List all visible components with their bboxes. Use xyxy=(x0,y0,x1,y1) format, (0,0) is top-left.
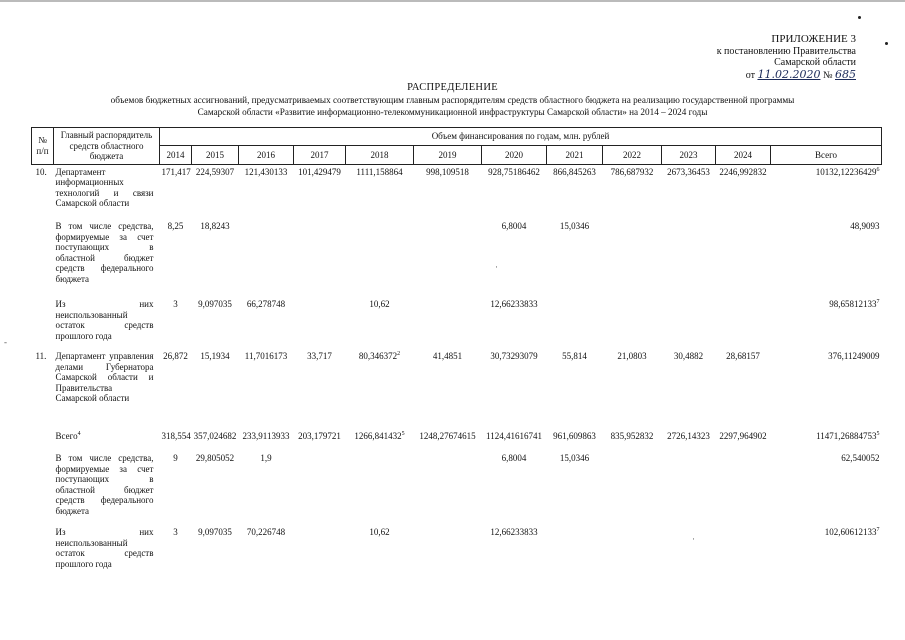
subtitle-line: Самарской области «Развитие информационно-телекоммуникационной инфраструктуры Самарской области» на 2014 – 2024 годы xyxy=(197,106,708,117)
table-row xyxy=(32,297,882,349)
header-year: 2015 xyxy=(192,146,239,164)
scan-dot xyxy=(858,16,861,19)
appendix-header xyxy=(717,34,856,81)
header-funding: Объем финансирования по годам, млн. рублей xyxy=(160,128,882,146)
cell-value: 318,554 xyxy=(161,431,191,441)
from-label: от xyxy=(745,69,755,81)
handwritten-number: 685 xyxy=(835,67,856,81)
value-cell xyxy=(239,219,294,297)
value-cell xyxy=(547,219,603,297)
cell-value: 3 xyxy=(173,299,178,309)
value-cell xyxy=(239,525,294,585)
cell-value: 1266,841432 xyxy=(354,431,402,441)
cell-value: 1248,27674615 xyxy=(419,431,476,441)
cell-value: 224,59307 xyxy=(195,166,235,177)
cell-value: 11471,26884753 xyxy=(816,431,877,441)
value-cell xyxy=(239,164,294,219)
header-total: Всего xyxy=(771,146,882,164)
table-row xyxy=(32,525,882,585)
header-name: Главный распорядитель средств областного бюджета xyxy=(54,128,160,165)
total-cell xyxy=(771,525,882,585)
table-year-row xyxy=(32,146,882,164)
total-cell xyxy=(771,219,882,297)
cell-value: 101,429479 xyxy=(298,166,341,177)
value-cell xyxy=(547,451,603,525)
value-cell xyxy=(160,349,192,429)
value-cell xyxy=(160,164,192,219)
cell-value: 121,430133 xyxy=(244,166,288,177)
top-scan-line xyxy=(0,0,905,2)
cell-value: 171,417 xyxy=(161,166,191,177)
value-cell xyxy=(716,451,771,525)
cell-value: 357,024682 xyxy=(193,431,237,441)
value-cell xyxy=(603,164,662,219)
header-year: 2023 xyxy=(662,146,716,164)
table-row xyxy=(32,429,882,451)
cell-value: 98,65812133 xyxy=(829,299,877,309)
value-cell xyxy=(482,525,547,585)
value-cell xyxy=(346,429,414,451)
cell-value: 29,805052 xyxy=(195,453,235,463)
value-cell xyxy=(160,297,192,349)
cell-value: 928,75186462 xyxy=(488,166,540,177)
handwritten-date: 11.02.2020 xyxy=(757,67,821,81)
cell-value: 15,0346 xyxy=(559,221,590,231)
number-label: № xyxy=(822,69,833,81)
value-cell xyxy=(294,297,346,349)
value-cell xyxy=(192,451,239,525)
value-cell xyxy=(414,429,482,451)
value-cell xyxy=(192,164,239,219)
header-year: 2019 xyxy=(414,146,482,164)
value-cell xyxy=(716,429,771,451)
scan-dot xyxy=(885,42,888,45)
footnote-mark: 5 xyxy=(876,431,880,437)
footnote-mark: 2 xyxy=(397,351,401,357)
value-cell xyxy=(662,525,716,585)
cell-value: 9,097035 xyxy=(198,527,232,537)
cell-value: 102,60612133 xyxy=(824,527,877,537)
value-cell xyxy=(346,349,414,429)
cell-value: 80,346372 xyxy=(358,351,398,361)
header-year: 2017 xyxy=(294,146,346,164)
cell-value: 3 xyxy=(173,527,178,537)
value-cell xyxy=(716,219,771,297)
total-cell xyxy=(771,429,882,451)
value-cell xyxy=(239,349,294,429)
footnote-mark: 7 xyxy=(876,527,880,533)
cell-value: 6,8004 xyxy=(501,221,527,231)
cell-value: 866,845263 xyxy=(553,166,596,177)
value-cell xyxy=(716,349,771,429)
value-cell xyxy=(346,525,414,585)
value-cell xyxy=(716,164,771,219)
table-row xyxy=(32,349,882,429)
document-title: РАСПРЕДЕЛЕНИЕ xyxy=(407,82,498,93)
footnote-mark: 5 xyxy=(401,431,405,437)
value-cell xyxy=(414,525,482,585)
value-cell xyxy=(294,451,346,525)
cell-value: 18,8243 xyxy=(200,221,230,231)
scan-speck: · xyxy=(692,534,695,544)
cell-value: 203,179721 xyxy=(298,431,341,441)
value-cell xyxy=(716,297,771,349)
cell-value: 10132,12236429 xyxy=(815,166,877,177)
value-cell xyxy=(482,429,547,451)
table-row xyxy=(32,219,882,297)
value-cell xyxy=(294,219,346,297)
order-date-number xyxy=(746,69,856,82)
value-cell xyxy=(294,525,346,585)
cell-value: 1124,41616741 xyxy=(486,431,542,441)
appendix-line: к постановлению Правительства xyxy=(716,45,856,57)
value-cell xyxy=(603,525,662,585)
footnote-mark: 6 xyxy=(876,166,880,173)
appendix-title: ПРИЛОЖЕНИЕ 3 xyxy=(771,33,856,45)
row-name-text: Всего xyxy=(55,431,78,441)
cell-value: 10,62 xyxy=(369,299,390,309)
value-cell xyxy=(662,164,716,219)
value-cell xyxy=(192,219,239,297)
value-cell xyxy=(603,297,662,349)
row-name-text: В том числе средства, формируемые за счет поступающих в областной бюджет средств федерального бюджета xyxy=(55,453,154,516)
cell-value: 2726,14323 xyxy=(667,431,710,441)
value-cell xyxy=(547,164,603,219)
row-name xyxy=(54,219,160,297)
total-cell xyxy=(771,451,882,525)
row-number xyxy=(32,297,54,349)
value-cell xyxy=(346,219,414,297)
document-subtitle xyxy=(40,95,865,118)
cell-value: 8,25 xyxy=(167,221,184,231)
cell-value: 10,62 xyxy=(369,527,390,537)
cell-value: 33,717 xyxy=(307,351,332,361)
cell-value: 6,8004 xyxy=(501,453,527,463)
value-cell xyxy=(662,349,716,429)
value-cell xyxy=(414,219,482,297)
cell-value: 835,952832 xyxy=(610,431,654,441)
scan-speck: · xyxy=(495,262,498,272)
row-name xyxy=(54,451,160,525)
cell-value: 62,540052 xyxy=(841,453,880,463)
value-cell xyxy=(294,429,346,451)
value-cell xyxy=(414,164,482,219)
value-cell xyxy=(482,219,547,297)
header-year: 2014 xyxy=(160,146,192,164)
header-year: 2018 xyxy=(346,146,414,164)
value-cell xyxy=(662,219,716,297)
cell-value: 12,66233833 xyxy=(490,299,538,309)
table-header-row xyxy=(32,128,882,146)
funding-table xyxy=(31,127,882,585)
value-cell xyxy=(239,429,294,451)
value-cell xyxy=(547,297,603,349)
table-row xyxy=(32,164,882,219)
cell-value: 9 xyxy=(173,453,178,463)
cell-value: 233,9113933 xyxy=(242,431,290,441)
cell-value: 9,097035 xyxy=(198,299,232,309)
header-year: 2024 xyxy=(716,146,771,164)
cell-value: 998,109518 xyxy=(426,166,469,177)
value-cell xyxy=(192,429,239,451)
value-cell xyxy=(482,164,547,219)
value-cell xyxy=(192,349,239,429)
value-cell xyxy=(160,429,192,451)
cell-value: 15,1934 xyxy=(200,351,230,361)
row-number: 10. xyxy=(35,166,47,177)
row-number xyxy=(32,525,54,585)
margin-mark: - xyxy=(4,337,7,347)
table-row xyxy=(32,451,882,525)
cell-value: 21,0803 xyxy=(617,351,647,361)
value-cell xyxy=(603,429,662,451)
value-cell xyxy=(346,164,414,219)
header-year: 2016 xyxy=(239,146,294,164)
cell-value: 2297,964902 xyxy=(719,431,767,441)
value-cell xyxy=(716,525,771,585)
value-cell xyxy=(294,164,346,219)
cell-value: 15,0346 xyxy=(559,453,590,463)
cell-value: 376,11249009 xyxy=(828,351,880,361)
cell-value: 2673,36453 xyxy=(667,166,710,177)
row-name-text: Из них неиспользованный остаток средств прошлого года xyxy=(55,299,154,341)
row-name xyxy=(54,429,160,451)
value-cell xyxy=(482,349,547,429)
value-cell xyxy=(603,219,662,297)
value-cell xyxy=(414,349,482,429)
value-cell xyxy=(346,451,414,525)
value-cell xyxy=(662,451,716,525)
cell-value: 786,687932 xyxy=(610,166,654,177)
cell-value: 70,226748 xyxy=(246,527,286,537)
appendix-line: Самарской области xyxy=(774,57,856,68)
table-body xyxy=(32,164,882,585)
value-cell xyxy=(346,297,414,349)
header-num: № п/п xyxy=(32,128,54,165)
value-cell xyxy=(239,297,294,349)
value-cell xyxy=(160,219,192,297)
cell-value: 66,278748 xyxy=(246,299,286,309)
header-year: 2022 xyxy=(603,146,662,164)
subtitle-line: объемов бюджетных ассигнований, предусматриваемых соответствующим главным распорядителям средств областного бюджета на реализацию государственной программы xyxy=(110,95,795,105)
cell-value: 1,9 xyxy=(260,453,272,463)
row-name-text: В том числе средства, формируемые за счет поступающих в областной бюджет средств федерального бюджета xyxy=(55,221,154,284)
row-number xyxy=(32,429,54,451)
cell-value: 30,73293079 xyxy=(490,351,538,361)
value-cell xyxy=(414,451,482,525)
cell-value: 30,4882 xyxy=(673,351,704,361)
cell-value: 28,68157 xyxy=(726,351,760,361)
total-cell xyxy=(771,297,882,349)
cell-value: 961,609863 xyxy=(553,431,596,441)
cell-value: 48,9093 xyxy=(850,221,880,231)
value-cell xyxy=(160,525,192,585)
row-name-text: Из них неиспользованный остаток средств прошлого года xyxy=(55,527,154,569)
row-name xyxy=(54,525,160,585)
value-cell xyxy=(482,451,547,525)
footnote-mark: 7 xyxy=(876,299,880,305)
row-number xyxy=(32,451,54,525)
row-number: 11. xyxy=(35,351,47,361)
value-cell xyxy=(414,297,482,349)
value-cell xyxy=(294,349,346,429)
cell-value: 12,66233833 xyxy=(490,527,538,537)
row-name xyxy=(54,297,160,349)
total-cell xyxy=(771,164,882,219)
footnote-mark: 4 xyxy=(77,431,81,437)
header-year: 2020 xyxy=(482,146,547,164)
cell-value: 55,814 xyxy=(562,351,587,361)
value-cell xyxy=(603,451,662,525)
row-name-text: Департамент управления делами Губернатора Самарской области и Правительства Самарской области xyxy=(55,351,154,403)
value-cell xyxy=(662,297,716,349)
total-cell xyxy=(771,349,882,429)
value-cell xyxy=(603,349,662,429)
value-cell xyxy=(547,525,603,585)
row-name-text: Департамент информационных технологий и связи Самарской области xyxy=(55,166,154,208)
row-number xyxy=(32,219,54,297)
cell-value: 11,7016173 xyxy=(244,351,288,361)
cell-value: 1111,158864 xyxy=(356,166,403,177)
row-name xyxy=(54,164,160,219)
value-cell xyxy=(192,525,239,585)
row-name xyxy=(54,349,160,429)
value-cell xyxy=(160,451,192,525)
value-cell xyxy=(662,429,716,451)
cell-value: 2246,992832 xyxy=(719,166,767,177)
value-cell xyxy=(547,349,603,429)
value-cell xyxy=(239,451,294,525)
header-year: 2021 xyxy=(547,146,603,164)
cell-value: 41,4851 xyxy=(432,351,463,361)
cell-value: 26,872 xyxy=(163,351,188,361)
value-cell xyxy=(547,429,603,451)
value-cell xyxy=(482,297,547,349)
value-cell xyxy=(192,297,239,349)
